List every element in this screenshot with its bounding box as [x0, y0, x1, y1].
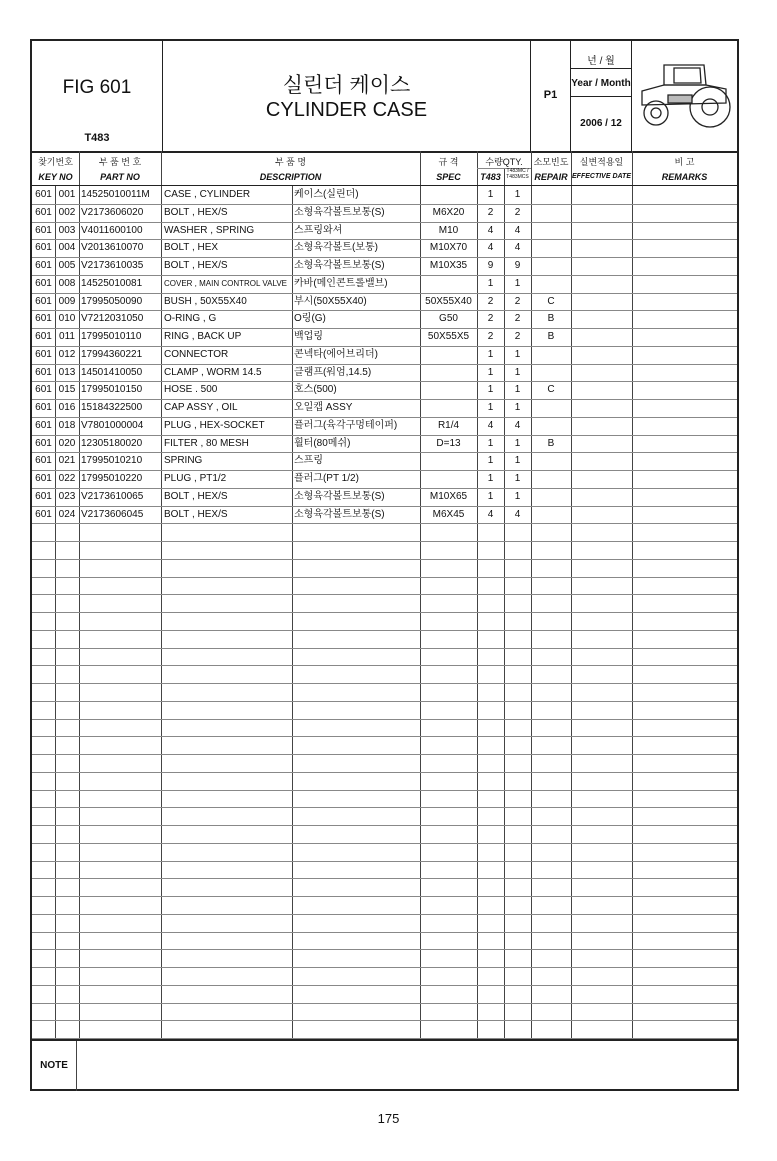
- tractor-icon: [634, 55, 734, 135]
- cell-k1: 601: [35, 206, 52, 218]
- cell-rep: C: [547, 384, 555, 396]
- table-row: [32, 506, 737, 524]
- table-row: [32, 186, 737, 204]
- cell-q2: 1: [514, 384, 521, 396]
- tractor-thumbnail: [632, 41, 737, 151]
- cell-en: BOLT , HEX/S: [164, 260, 228, 271]
- cell-ko: O링(G): [294, 313, 326, 325]
- parts-table: [32, 151, 737, 1039]
- col-spec-en: SPEC: [436, 172, 461, 182]
- cell-spec: G50: [439, 313, 458, 325]
- cell-k1: 601: [35, 402, 52, 413]
- cell-en: CASE , CYLINDER: [164, 189, 251, 200]
- cell-ko: 플러그(PT 1/2): [294, 473, 359, 484]
- cell-q1: 1: [487, 490, 494, 502]
- cell-part: V7801000004: [81, 419, 144, 431]
- cell-en: BOLT , HEX/S: [164, 206, 228, 218]
- cell-spec: [420, 186, 477, 204]
- cell-rep: [531, 186, 571, 204]
- note-label: NOTE: [32, 1041, 77, 1091]
- cell-ko: 부시(50X55X40): [294, 295, 367, 307]
- cell-rep: [531, 346, 571, 364]
- cell-part: 17995010150: [81, 384, 143, 396]
- cell-ko: 오일캡 ASSY: [294, 402, 353, 413]
- cell-k2: 004: [58, 242, 76, 254]
- col-spec-ko: 규 격: [438, 157, 459, 167]
- page-cell: [531, 41, 571, 151]
- cell-q2: 1: [514, 455, 521, 467]
- table-row: [32, 346, 737, 364]
- cell-k2: 020: [58, 437, 76, 449]
- fig-number: FIG 601: [62, 77, 132, 98]
- title-english: CYLINDER CASE: [265, 99, 428, 121]
- cell-ko: 클램프(워엄,14.5): [294, 366, 372, 378]
- cell-k2: 016: [58, 402, 76, 413]
- cell-en: PLUG , PT1/2: [164, 473, 227, 484]
- cell-rep: C: [547, 295, 555, 307]
- col-desc-ko: 부 품 명: [274, 157, 307, 167]
- table-row: [32, 435, 737, 453]
- col-part-en: PART NO: [100, 172, 140, 182]
- cell-spec: [420, 381, 477, 399]
- cell-k2: 002: [58, 206, 76, 218]
- cell-en: WASHER , SPRING: [164, 224, 255, 236]
- cell-q2: 1: [514, 277, 521, 289]
- cell-k2: 021: [58, 455, 76, 467]
- cell-part: 17995010210: [81, 455, 143, 467]
- cell-q2: 2: [514, 331, 521, 342]
- cell-k2: 024: [58, 508, 76, 520]
- cell-k1: 601: [35, 384, 52, 396]
- cell-spec: M10X70: [429, 242, 468, 254]
- cell-spec: D=13: [436, 437, 461, 449]
- cell-en: CONNECTOR: [164, 348, 229, 360]
- fig-cell: [32, 41, 163, 151]
- cell-k2: 008: [58, 277, 76, 289]
- cell-q2: 1: [514, 402, 521, 413]
- cell-k2: 005: [58, 260, 76, 271]
- cell-part: V2173606020: [81, 206, 144, 218]
- cell-en: HOSE . 500: [164, 384, 218, 396]
- cell-ko: 소형육각볼트보통(S): [294, 260, 385, 271]
- table-row: [32, 293, 737, 311]
- cell-q1: 1: [487, 384, 494, 396]
- cell-part: 15184322500: [81, 402, 143, 413]
- col-key-en: KEY NO: [38, 172, 73, 182]
- cell-k1: 601: [35, 313, 52, 325]
- table-row: [32, 328, 737, 346]
- cell-q1: 2: [487, 313, 494, 325]
- cell-en: COVER , MAIN CONTROL VALVE: [164, 278, 287, 288]
- cell-ko: 케이스(실린더): [294, 189, 359, 200]
- table-row: [32, 204, 737, 222]
- cell-k1: 601: [35, 331, 52, 342]
- year-month-korean: 년 / 월: [571, 41, 631, 69]
- cell-ko: 휠터(80메쉬): [294, 437, 351, 449]
- cell-en: O-RING , G: [164, 313, 217, 325]
- cell-part: V2173606045: [81, 508, 144, 520]
- cell-ko: 카바(메인콘트롤밸브): [294, 277, 388, 289]
- cell-q2: 1: [514, 348, 521, 360]
- cell-part: 12305180020: [81, 437, 143, 449]
- table-row: [32, 257, 737, 275]
- cell-part: 17994360221: [81, 348, 143, 360]
- cell-rep: [531, 452, 571, 470]
- cell-q1: 1: [487, 189, 494, 200]
- col-part-ko: 부 품 번 호: [98, 157, 142, 167]
- table-row: [32, 275, 737, 293]
- page-number: 175: [377, 1111, 400, 1126]
- cell-part: 14501410050: [81, 366, 143, 378]
- cell-en: BOLT , HEX/S: [164, 490, 228, 502]
- cell-k1: 601: [35, 508, 52, 520]
- title-korean: 실린더 케이스: [282, 74, 411, 97]
- cell-q1: 2: [487, 295, 494, 307]
- cell-k2: 003: [58, 224, 76, 236]
- cell-q2: 1: [514, 366, 521, 378]
- col-eff-en: EFFECTIVE DATE: [572, 173, 631, 180]
- cell-rep: B: [547, 313, 555, 325]
- cell-spec: [420, 399, 477, 417]
- cell-ko: 소형육각볼트보통(S): [294, 206, 385, 218]
- cell-k1: 601: [35, 277, 52, 289]
- cell-rep: [531, 239, 571, 257]
- table-row: [32, 488, 737, 506]
- cell-k2: 023: [58, 490, 76, 502]
- cell-en: CAP ASSY , OIL: [164, 402, 238, 413]
- cell-k1: 601: [35, 260, 52, 271]
- cell-spec: [420, 346, 477, 364]
- cell-k2: 001: [58, 189, 76, 200]
- cell-k1: 601: [35, 473, 52, 484]
- cell-q1: 4: [487, 419, 494, 431]
- cell-q2: 1: [514, 189, 521, 200]
- cell-spec: 50X55X40: [425, 295, 472, 307]
- cell-spec: [420, 364, 477, 382]
- cell-part: V4011600100: [81, 224, 143, 236]
- col-qty-b: T483MC / T483MCS: [506, 168, 529, 180]
- cell-k1: 601: [35, 490, 52, 502]
- cell-part: V7212031050: [81, 313, 144, 325]
- cell-k2: 015: [58, 384, 76, 396]
- table-row: [32, 222, 737, 240]
- table-row: [32, 470, 737, 488]
- cell-q2: 2: [514, 206, 521, 218]
- cell-q1: 4: [487, 508, 494, 520]
- year-month-label: Year / Month: [571, 69, 631, 97]
- cell-q1: 9: [487, 260, 494, 271]
- cell-q2: 1: [514, 437, 521, 449]
- cell-en: PLUG , HEX-SOCKET: [164, 419, 265, 431]
- cell-rep: [531, 399, 571, 417]
- cell-ko: 소형육각볼트보통(S): [294, 508, 385, 520]
- cell-k2: 012: [58, 348, 76, 360]
- cell-k2: 022: [58, 473, 76, 484]
- cell-q1: 1: [487, 366, 494, 378]
- cell-spec: M10X65: [429, 490, 468, 502]
- table-row: [32, 399, 737, 417]
- cell-q1: 2: [487, 331, 494, 342]
- cell-rep: B: [547, 331, 555, 342]
- cell-q1: 1: [487, 348, 494, 360]
- cell-rep: [531, 364, 571, 382]
- cell-spec: [420, 470, 477, 488]
- cell-spec: M6X20: [432, 206, 465, 218]
- cell-q1: 4: [487, 242, 494, 254]
- cell-q2: 2: [514, 313, 521, 325]
- cell-part: 17995050090: [81, 295, 143, 307]
- cell-en: BOLT , HEX/S: [164, 508, 228, 520]
- cell-ko: 스프링: [294, 455, 323, 467]
- cell-rep: [531, 275, 571, 293]
- cell-ko: 플러그(육각구멍테이퍼): [294, 419, 398, 431]
- cell-ko: 백업링: [294, 331, 323, 342]
- cell-k1: 601: [35, 295, 52, 307]
- cell-q1: 1: [487, 473, 494, 484]
- cell-k1: 601: [35, 419, 52, 431]
- col-key-ko: 찾기번호: [38, 157, 73, 167]
- cell-q1: 1: [487, 402, 494, 413]
- cell-k1: 601: [35, 242, 52, 254]
- col-remarks-ko: 비 고: [674, 157, 695, 167]
- sheet-header: [32, 41, 737, 153]
- cell-q2: 1: [514, 490, 521, 502]
- cell-q2: 9: [514, 260, 521, 271]
- title-cell: [163, 41, 531, 151]
- cell-rep: B: [547, 437, 555, 449]
- col-repair-en: REPAIR: [534, 172, 568, 182]
- cell-q1: 4: [487, 224, 494, 236]
- cell-ko: 호스(500): [294, 384, 337, 396]
- cell-k2: 011: [59, 331, 75, 342]
- col-repair-ko: 소모빈도: [533, 157, 569, 167]
- parts-sheet: [30, 39, 739, 1091]
- cell-k2: 013: [58, 366, 76, 378]
- cell-k1: 601: [35, 366, 52, 378]
- cell-q2: 4: [514, 224, 521, 236]
- cell-q1: 2: [487, 206, 494, 218]
- cell-spec: R1/4: [437, 419, 460, 431]
- cell-spec: [420, 452, 477, 470]
- cell-q2: 4: [514, 242, 521, 254]
- cell-q2: 1: [514, 473, 521, 484]
- cell-en: BUSH , 50X55X40: [164, 295, 247, 307]
- cell-en: BOLT , HEX: [164, 242, 219, 254]
- cell-rep: [531, 204, 571, 222]
- cell-part: 14525010011M: [81, 189, 150, 200]
- cell-spec: M10: [438, 224, 459, 236]
- cell-spec: [420, 275, 477, 293]
- year-month-value: 2006 / 12: [580, 118, 622, 129]
- table-row: [32, 381, 737, 399]
- cell-part: V2173610035: [81, 260, 144, 271]
- cell-part: V2173610065: [81, 490, 144, 502]
- cell-k2: 009: [58, 295, 76, 307]
- cell-en: FILTER , 80 MESH: [164, 437, 249, 449]
- cell-part: 17995010110: [81, 331, 142, 342]
- cell-ko: 소형육각볼트(보통): [294, 242, 378, 254]
- cell-k1: 601: [35, 189, 52, 200]
- table-row: [32, 239, 737, 257]
- col-remarks-en: REMARKS: [661, 172, 708, 182]
- year-month-cell: [571, 41, 632, 151]
- table-row: [32, 452, 737, 470]
- page-code: P1: [543, 89, 558, 101]
- col-qty-a: T483: [480, 172, 501, 182]
- note-section: [32, 1039, 737, 1091]
- cell-k1: 601: [35, 437, 52, 449]
- cell-ko: 콘넥타(에어브리더): [294, 348, 378, 360]
- cell-k1: 601: [35, 224, 52, 236]
- cell-rep: [531, 506, 571, 524]
- model-code: T483: [84, 132, 110, 144]
- cell-q1: 1: [487, 437, 494, 449]
- table-row: [32, 310, 737, 328]
- table-row: [32, 364, 737, 382]
- cell-part: V2013610070: [81, 242, 144, 254]
- cell-q2: 4: [514, 419, 521, 431]
- cell-k1: 601: [35, 348, 52, 360]
- cell-rep: [531, 417, 571, 435]
- cell-ko: 소형육각볼트보통(S): [294, 490, 385, 502]
- cell-part: 14525010081: [81, 277, 143, 289]
- col-eff-ko: 실변적용일: [579, 157, 624, 167]
- cell-spec: 50X55X5: [427, 331, 470, 342]
- cell-k2: 010: [58, 313, 76, 325]
- col-qty-ko: 수량QTY.: [485, 157, 523, 167]
- cell-en: RING , BACK UP: [164, 331, 242, 342]
- cell-q2: 2: [514, 295, 521, 307]
- cell-q1: 1: [487, 455, 494, 467]
- cell-rep: [531, 257, 571, 275]
- cell-en: CLAMP , WORM 14.5: [164, 366, 262, 378]
- col-desc-en: DESCRIPTION: [259, 172, 322, 182]
- cell-spec: M10X35: [429, 260, 468, 271]
- cell-k1: 601: [35, 455, 52, 467]
- cell-k2: 018: [58, 419, 76, 431]
- cell-part: 17995010220: [81, 473, 143, 484]
- table-row: [32, 417, 737, 435]
- cell-rep: [531, 488, 571, 506]
- cell-rep: [531, 470, 571, 488]
- cell-spec: M6X45: [432, 508, 465, 520]
- cell-en: SPRING: [164, 455, 203, 467]
- cell-q2: 4: [514, 508, 521, 520]
- cell-q1: 1: [487, 277, 494, 289]
- cell-ko: 스프링와셔: [294, 224, 343, 236]
- cell-rep: [531, 222, 571, 240]
